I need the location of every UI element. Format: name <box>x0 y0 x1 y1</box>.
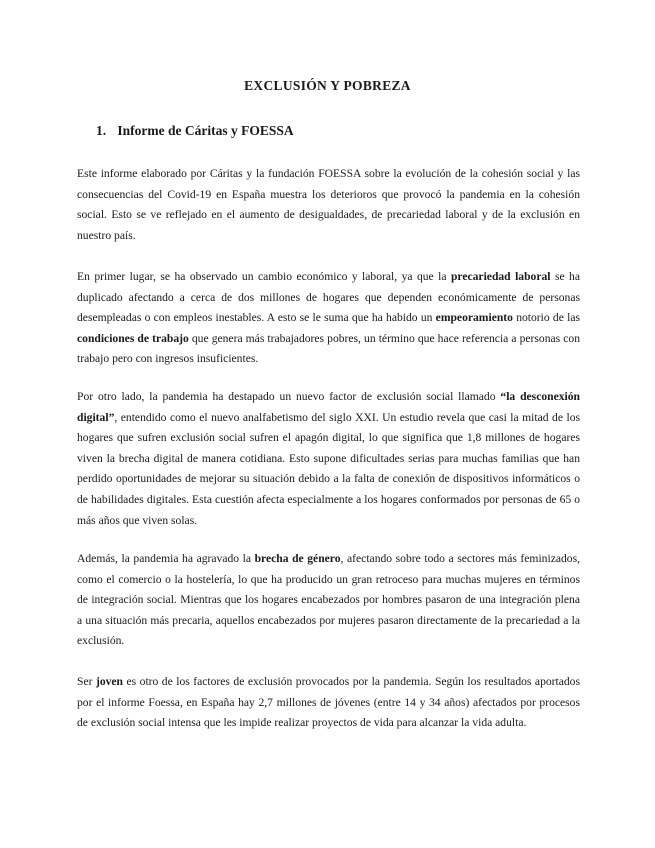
document-title: EXCLUSIÓN Y POBREZA <box>244 78 411 93</box>
bold-term-empeoramiento: empeoramiento <box>435 311 513 325</box>
paragraph-segment: se ha duplicado afectando a cerca de dos millones de hogares que dependen económicamente de personas desempleadas o con empleos inestables. A esto se le suma que ha habido un <box>77 270 580 325</box>
paragraph-digital-divide <box>77 387 580 531</box>
paragraph-segment: , afectando sobre todo a sectores más feminizados, como el comercio o la hostelería, lo que ha producido un gran retroceso para muchas mujeres en términos de integración social. Mientras que los hogares encabezados por hombres pasaron de una integración plena a una situación más precaria, aquellos encabezados por mujeres pasaron directamente de la precariedad a la exclusión. <box>77 552 580 648</box>
section-heading-text: Informe de Cáritas y FOESSA <box>117 123 294 138</box>
bold-term-condiciones-de-trabajo: condiciones de trabajo <box>77 331 189 345</box>
paragraph-labor-precarity <box>77 267 580 370</box>
paragraph-youth <box>77 672 580 734</box>
section-number: 1. <box>96 123 107 138</box>
paragraph-segment: Además, la pandemia ha agravado la <box>77 552 255 565</box>
bold-term-desconexion-digital: “la desconexión digital” <box>77 390 580 424</box>
paragraph-segment: , entendido como el nuevo analfabetismo del siglo XXI. Un estudio revela que casi la mitad de los hogares que sufren exclusión social sufren el apagón digital, lo que significa que 1,8 millones de hogares viven la brecha digital de manera cotidiana. Esto supone dificultades serias para muchas familias que han perdido oportunidades de mejorar su situación debido a la falta de conexión de dispositivos informáticos o de habilidades digitales. Esta cuestión afecta especialmente a los hogares conformados por personas de 65 o más años que viven solas. <box>77 410 580 527</box>
paragraph-intro <box>77 164 580 246</box>
paragraph-segment: que genera más trabajadores pobres, un término que hace referencia a personas con trabajo pero con ingresos insuficientes. <box>77 331 580 366</box>
paragraph-segment: Por otro lado, la pandemia ha destapado un nuevo factor de exclusión social llamado <box>77 390 501 403</box>
paragraph-gender-gap <box>77 549 580 652</box>
paragraph-segment: Este informe elaborado por Cáritas y la fundación FOESSA sobre la evolución de la cohesión social y las consecuencias del Covid-19 en España muestra los deterioros que provocó la pandemia en la cohesión social. Esto se ve reflejado en el aumento de desigualdades, de precariedad laboral y de la exclusión en nuestro país. <box>77 167 580 242</box>
paragraph-segment: En primer lugar, se ha observado un cambio económico y laboral, ya que la <box>77 270 451 283</box>
paragraph-segment: notorio de las <box>512 311 580 325</box>
bold-term-precariedad-laboral: precariedad laboral <box>450 270 551 283</box>
section-heading <box>96 123 294 139</box>
bold-term-brecha-de-genero: brecha de género <box>254 552 341 565</box>
bold-term-joven: joven <box>95 675 124 688</box>
paragraph-segment: es otro de los factores de exclusión provocados por la pandemia. Según los resultados aportados por el informe Foessa, en España hay 2,7 millones de jóvenes (entre 14 y 34 años) afectados por procesos de exclusión social intensa que les impide realizar proyectos de vida para alcanzar la vida adulta. <box>77 675 580 730</box>
paragraph-segment: Ser <box>77 675 96 688</box>
